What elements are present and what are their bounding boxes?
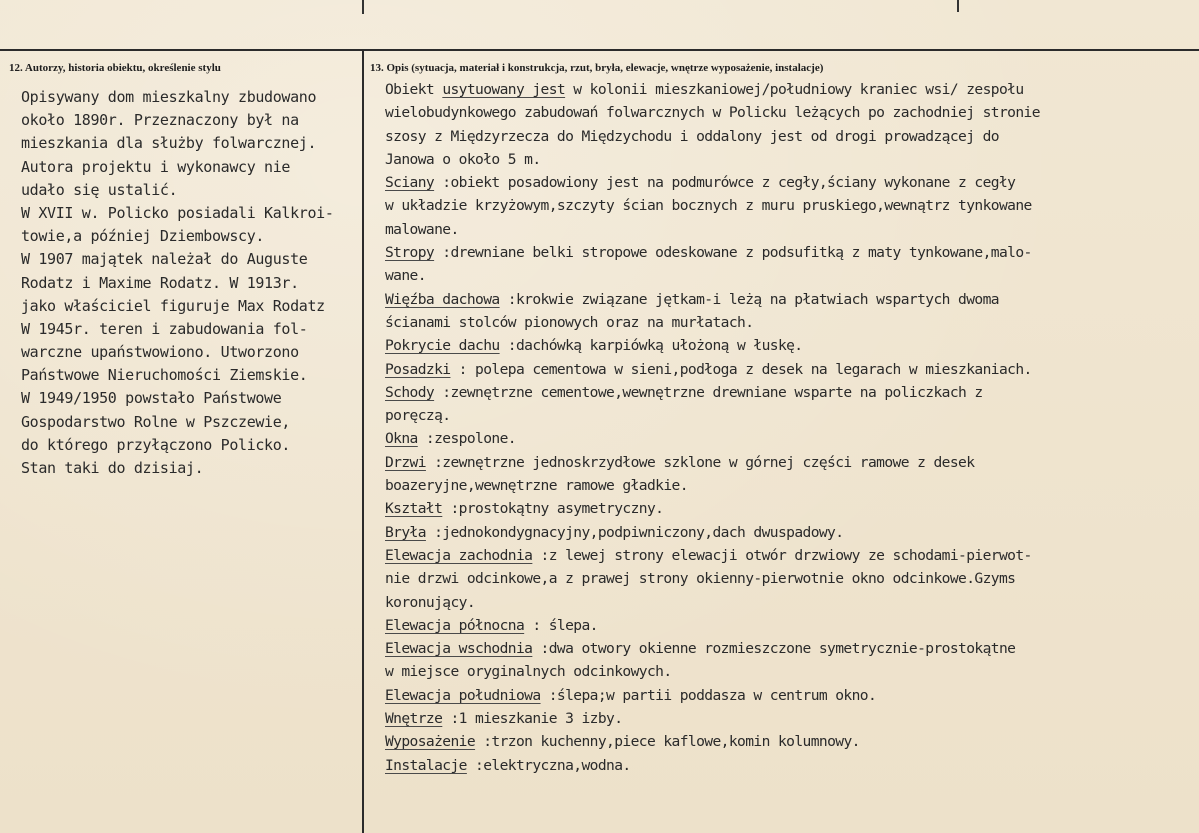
field-text: malowane. — [385, 220, 459, 238]
description-line — [385, 591, 1195, 614]
description-line — [385, 148, 1195, 171]
field-text: nie drzwi odcinkowe,a z prawej strony okienny-pierwotnie okno odcinkowe.Gzyms — [385, 570, 1016, 588]
field-text: :prostokątny asymetryczny. — [442, 500, 664, 518]
field-text: :elektryczna,wodna. — [466, 756, 631, 774]
field-label: Sciany — [385, 174, 435, 192]
field-label: Posadzki — [385, 360, 451, 378]
history-line: towie,a później Dziembowscy. — [21, 227, 265, 246]
history-line: warczne upaństwowiono. Utworzono — [21, 343, 299, 362]
field-label: Drzwi — [385, 453, 426, 471]
field-text: :drewniane belki stropowe odeskowane z podsufitką z maty tynkowane,malo- — [434, 244, 1032, 262]
description-line — [385, 660, 1195, 683]
field-text: wielobudynkowego zabudowań folwarcznych w Policku leżących po zachodniej stronie — [385, 104, 1040, 122]
field-text: :zewnętrzne jednoskrzydłowe szklone w górnej części ramowe z desek — [425, 453, 975, 471]
field-text: szosy z Międzyrzecza do Międzychodu i oddalony jest od drogi prowadzącej do — [385, 127, 999, 145]
description-line — [385, 218, 1195, 241]
description-line — [385, 497, 1195, 520]
field-label: Schody — [385, 383, 435, 401]
history-line: W 1949/1950 powstało Państwowe — [21, 389, 282, 408]
history-line: Autora projektu i wykonawcy nie — [21, 157, 291, 176]
field-label: Wnętrze — [385, 710, 443, 728]
description-line — [385, 125, 1195, 148]
field-label: Elewacja południowa — [385, 686, 541, 704]
field-text: wane. — [385, 267, 426, 285]
history-line: udało się ustalić. — [21, 180, 178, 199]
history-line: Rodatz i Maxime Rodatz. W 1913r. — [21, 273, 299, 292]
description-line — [385, 311, 1195, 334]
field-text: Janowa o około 5 m. — [385, 150, 541, 168]
description-line — [385, 451, 1195, 474]
description-line — [385, 730, 1195, 753]
field-text: :dachówką karpiówką ułożoną w łuskę. — [499, 337, 803, 355]
description-line — [385, 171, 1195, 194]
field-text: :jednokondygnacyjny,podpiwniczony,dach dwuspadowy. — [425, 523, 844, 541]
column-divider — [362, 50, 364, 833]
field-label: Elewacja zachodnia — [385, 546, 533, 564]
description-line — [385, 544, 1195, 567]
history-line: około 1890r. Przeznaczony był na — [21, 111, 299, 130]
section-13-body — [385, 78, 1195, 777]
description-line — [385, 707, 1195, 730]
section-13-header: 13. Opis (sytuacja, materiał i konstrukcja, rzut, bryła, elewacje, wnętrze wyposażenie, instalacje) — [370, 62, 824, 74]
description-line — [385, 264, 1195, 287]
description-line — [385, 241, 1195, 264]
field-text: poręczą. — [385, 407, 451, 425]
field-label: Więźba dachowa — [385, 290, 500, 308]
description-line — [385, 427, 1195, 450]
field-label: Bryła — [385, 523, 426, 541]
description-line — [385, 404, 1195, 427]
field-label: Elewacja północna — [385, 616, 525, 634]
history-line: mieszkania dla służby folwarcznej. — [21, 134, 317, 153]
description-line — [385, 381, 1195, 404]
field-text: :trzon kuchenny,piece kaflowe,komin kolumnowy. — [475, 733, 860, 751]
field-label: Pokrycie dachu — [385, 337, 500, 355]
history-line: W 1907 majątek należał do Auguste — [21, 250, 308, 269]
field-text: koronujący. — [385, 593, 476, 611]
description-line — [385, 194, 1195, 217]
field-text: :krokwie związane jętkam-i leżą na płatwiach wspartych dwoma — [499, 290, 999, 308]
description-line — [385, 684, 1195, 707]
field-text: :obiekt posadowiony jest na podmurówce z cegły,ściany wykonane z cegły — [434, 174, 1016, 192]
section-12-body — [21, 86, 361, 480]
field-text: w kolonii mieszkaniowej/południowy kraniec wsi/ zespołu — [565, 81, 1024, 98]
field-label: Stropy — [385, 244, 435, 262]
field-label: Kształt — [385, 500, 443, 518]
field-label: Instalacje — [385, 756, 467, 774]
history-line: Opisywany dom mieszkalny zbudowano — [21, 88, 317, 106]
field-text: :z lewej strony elewacji otwór drzwiowy ze schodami-pierwot- — [532, 546, 1032, 564]
field-label: Elewacja wschodnia — [385, 640, 533, 658]
section-12-header: 12. Autorzy, historia obiektu, określenie stylu — [9, 62, 221, 74]
history-line: Stan taki do dzisiaj. — [21, 459, 204, 477]
description-line — [385, 637, 1195, 660]
history-line: W XVII w. Policko posiadali Kalkroi- — [21, 203, 334, 222]
description-line — [385, 754, 1195, 777]
description-prefix: Obiekt — [385, 81, 443, 98]
history-line: Gospodarstwo Rolne w Pszczewie, — [21, 412, 291, 431]
history-line: W 1945r. teren i zabudowania fol- — [21, 319, 308, 338]
description-line — [385, 78, 1195, 101]
field-text: ścianami stolców pionowych oraz na murłatach. — [385, 313, 754, 331]
field-text: boazeryjne,wewnętrzne ramowe gładkie. — [385, 477, 688, 495]
field-text: w miejsce oryginalnych odcinkowych. — [385, 663, 672, 681]
description-line — [385, 521, 1195, 544]
description-line — [385, 358, 1195, 381]
field-label: usytuowany jest — [442, 81, 566, 98]
field-text: : polepa cementowa w sieni,podłoga z desek na legarach w mieszkaniach. — [450, 360, 1032, 378]
description-line — [385, 474, 1195, 497]
top-rule — [0, 49, 1199, 51]
field-text: :dwa otwory okienne rozmieszczone symetrycznie-prostokątne — [532, 640, 1016, 658]
field-text: : ślepa. — [524, 616, 598, 634]
history-line: do którego przyłączono Policko. — [21, 435, 291, 454]
field-text: w układzie krzyżowym,szczyty ścian bocznych z muru pruskiego,wewnątrz tynkowane — [385, 197, 1032, 215]
history-line: Państwowe Nieruchomości Ziemskie. — [21, 366, 308, 385]
description-line — [385, 101, 1195, 124]
top-tick-left — [362, 0, 364, 14]
description-line — [385, 614, 1195, 637]
field-text: :ślepa;w partii poddasza w centrum okno. — [540, 686, 877, 704]
field-label: Wyposażenie — [385, 733, 476, 751]
history-line: jako właściciel figuruje Max Rodatz — [21, 296, 325, 315]
field-text: :zespolone. — [417, 430, 516, 448]
field-label: Okna — [385, 430, 418, 448]
field-text: :1 mieszkanie 3 izby. — [442, 710, 623, 728]
description-line — [385, 334, 1195, 357]
description-line — [385, 567, 1195, 590]
field-text: :zewnętrzne cementowe,wewnętrzne drewniane wsparte na policzkach z — [434, 383, 983, 401]
description-line — [385, 288, 1195, 311]
top-tick-right — [957, 0, 959, 12]
